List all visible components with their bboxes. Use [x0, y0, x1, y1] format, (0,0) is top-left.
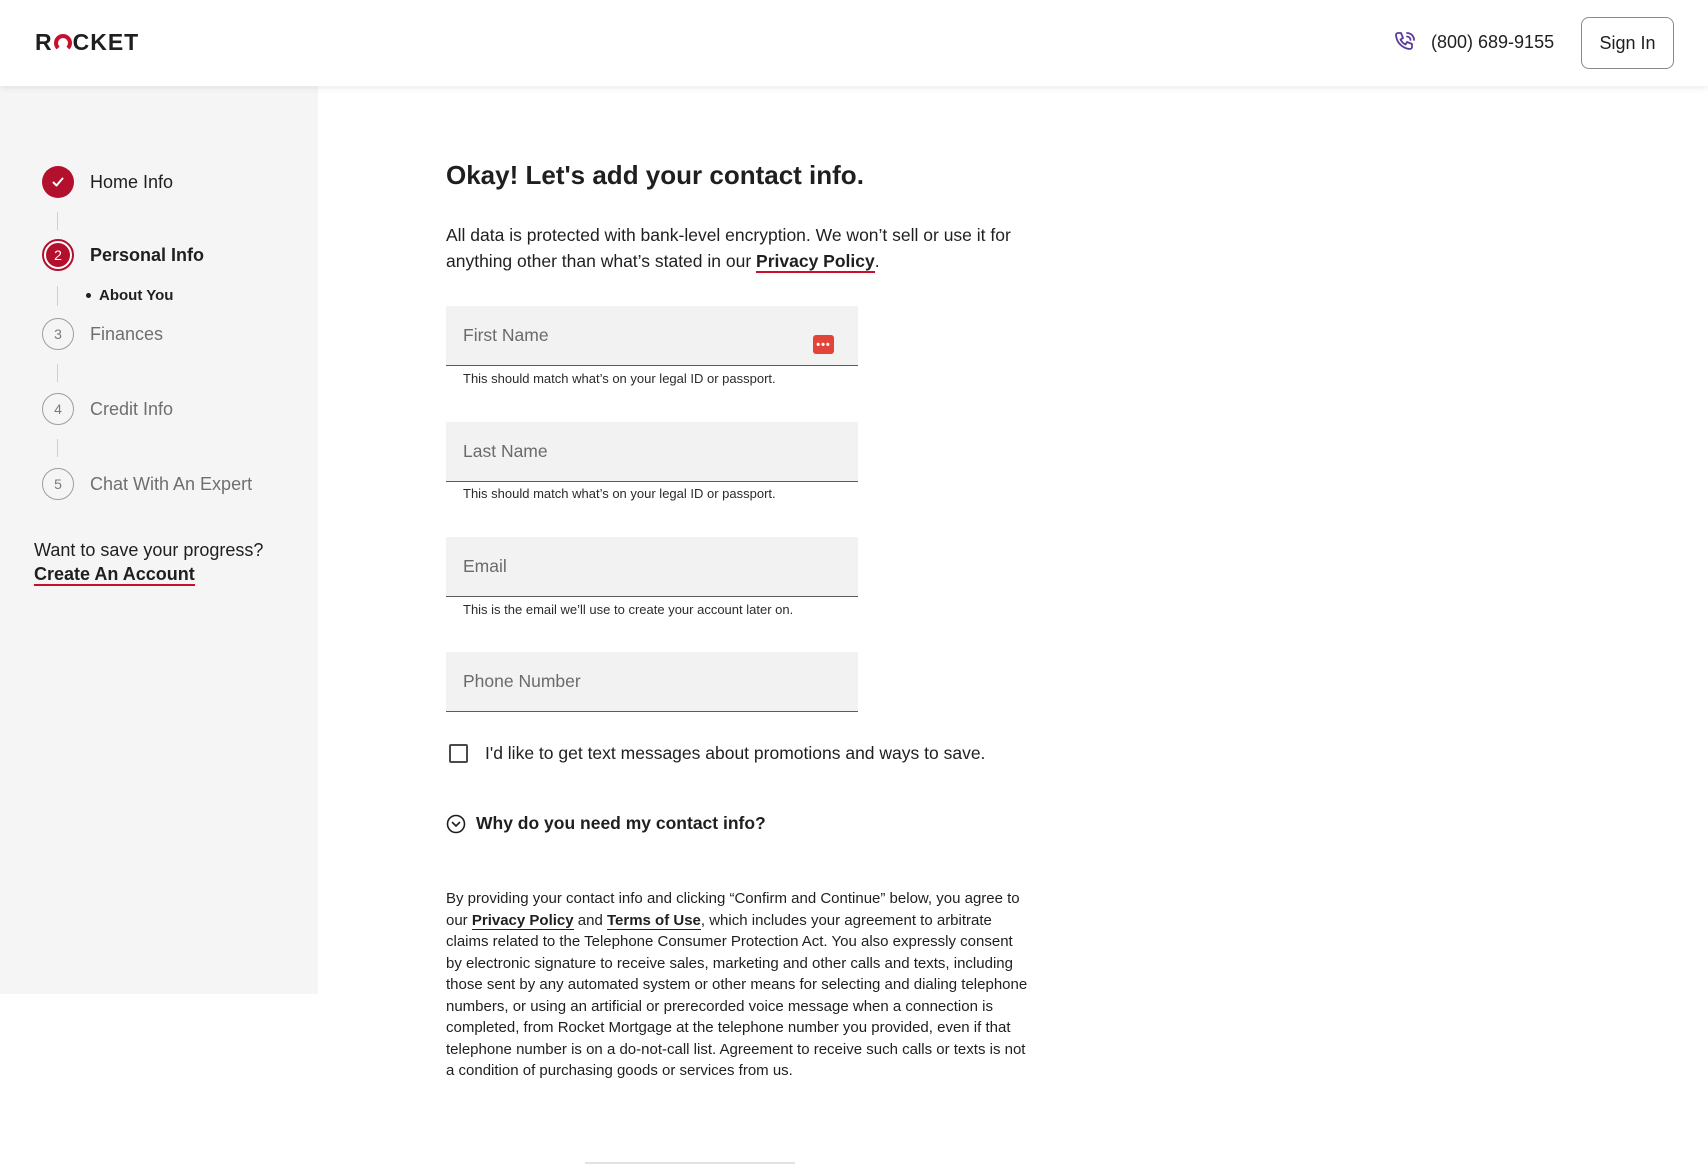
why-contact-info-toggle[interactable]	[446, 813, 766, 834]
step-finances	[42, 318, 163, 350]
autofill-icon[interactable]: •••	[813, 335, 834, 354]
logo-o-mark	[54, 34, 72, 52]
logo-text-left: R	[35, 29, 53, 55]
step-number: 4	[42, 393, 74, 425]
step-complete-badge	[42, 166, 74, 198]
step-connector	[57, 286, 58, 306]
step-label: Finances	[90, 323, 164, 344]
chevron-down-circle-icon	[446, 814, 466, 834]
intro-end: .	[874, 251, 880, 271]
step-credit-info	[42, 393, 173, 425]
step-number: 5	[42, 468, 74, 500]
top-header	[0, 0, 1708, 86]
create-account-link[interactable]: Create An Account	[34, 564, 195, 584]
intro-body: All data is protected with bank-level encryption. We won’t sell or use it for anything other than what’s stated in our	[446, 225, 1011, 271]
substep-label: About You	[99, 287, 174, 304]
rocket-logo[interactable]	[35, 29, 139, 56]
check-icon	[51, 175, 65, 189]
substep-bullet	[86, 293, 91, 298]
last-name-field[interactable]	[446, 422, 858, 482]
legal-text-1: By providing your contact info and clicking “Confirm and Continue” below, you agree to our	[446, 890, 1020, 929]
contact-form-header	[446, 160, 1026, 271]
terms-of-use-link[interactable]: Terms of Use	[606, 911, 701, 929]
step-label: Chat With An Expert	[90, 473, 253, 494]
step-connector	[57, 439, 58, 457]
email-input[interactable]	[446, 537, 858, 596]
first-name-field[interactable]	[446, 306, 858, 366]
legal-text-2: , which includes your agreement to arbitrate claims related to the Telephone Consumer Protection Act. You also expressly consent by electronic signature to receive sales, marketing and other calls and texts, including those sent by any automated system or other means for selecting and dialing telephone numbers, or using an artificial or prerecorded voice message when a connection is completed, from Rocket Mortgage at the telephone number you provided, even if that telephone number is on a do-not-call list. Agreement to receive such calls or texts is not a condition of purchasing goods or services from us.	[446, 911, 1028, 1079]
legal-text-and: and	[573, 911, 607, 929]
sign-in-button[interactable]: Sign In	[1581, 17, 1674, 69]
step-number: 2	[46, 243, 70, 267]
phone-contact[interactable]	[1393, 30, 1554, 54]
email-helper: This is the email we’ll use to create your account later on.	[463, 602, 794, 617]
legal-disclaimer	[446, 888, 1030, 1082]
phone-number: (800) 689-9155	[1431, 31, 1555, 52]
step-current-badge	[42, 239, 74, 271]
step-number: 3	[42, 318, 74, 350]
sms-optin-checkbox[interactable]	[449, 744, 468, 763]
legal-privacy-policy-link[interactable]: Privacy Policy	[471, 911, 574, 929]
phone-number-input[interactable]	[446, 652, 858, 711]
substep-about-you	[86, 287, 173, 304]
progress-sidebar	[0, 86, 318, 994]
step-label: Home Info	[90, 171, 174, 192]
sms-optin-label[interactable]: I'd like to get text messages about promotions and ways to save.	[485, 743, 986, 763]
step-connector	[57, 212, 58, 230]
step-home-info	[42, 166, 173, 198]
first-name-helper: This should match what’s on your legal ID or passport.	[463, 371, 776, 386]
phone-icon	[1393, 30, 1417, 54]
logo-text-right: CKET	[72, 29, 140, 55]
sms-optin-row[interactable]	[449, 743, 985, 764]
email-field[interactable]	[446, 537, 858, 597]
step-chat-with-expert	[42, 468, 252, 500]
last-name-helper: This should match what’s on your legal ID or passport.	[463, 486, 776, 501]
page-title: Okay! Let's add your contact info.	[446, 160, 864, 190]
why-contact-info-label[interactable]: Why do you need my contact info?	[476, 813, 766, 833]
privacy-policy-link[interactable]: Privacy Policy	[756, 251, 875, 271]
last-name-input[interactable]	[446, 422, 858, 481]
first-name-input[interactable]	[446, 306, 858, 365]
intro-text	[446, 222, 1026, 274]
step-connector	[57, 364, 58, 382]
phone-number-field[interactable]	[446, 652, 858, 712]
save-progress-question: Want to save your progress?	[34, 540, 264, 560]
step-label: Personal Info	[90, 244, 205, 265]
step-label: Credit Info	[90, 398, 174, 419]
step-personal-info	[42, 239, 204, 271]
